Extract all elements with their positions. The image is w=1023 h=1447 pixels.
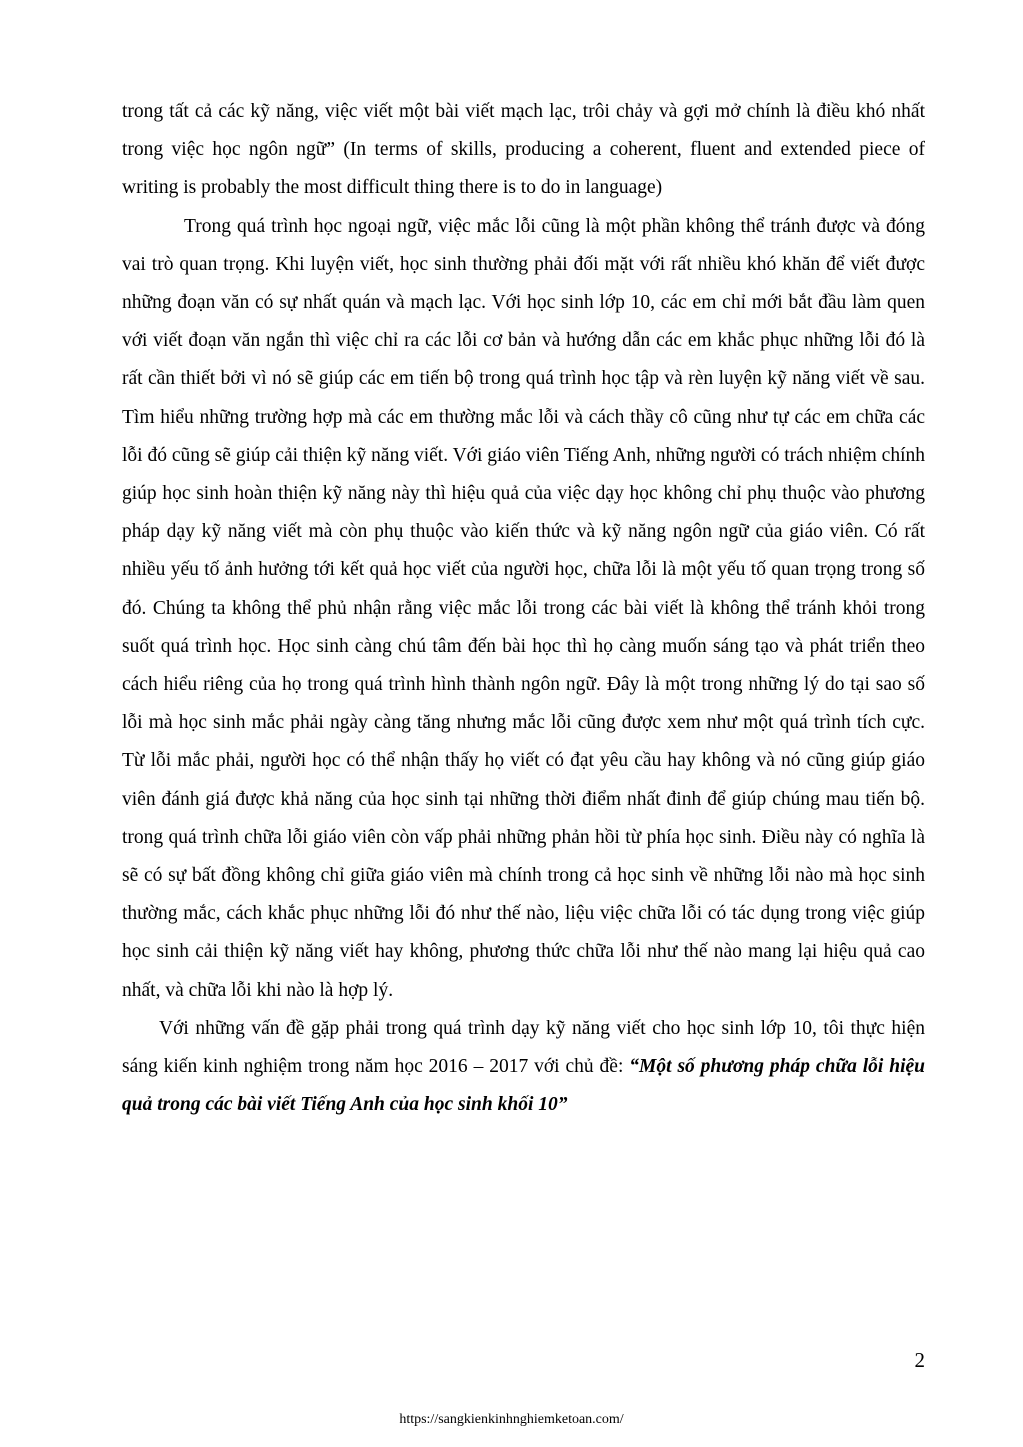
paragraph-initiative-topic — [122, 1010, 925, 1125]
page-number: 2 — [914, 1348, 925, 1372]
document-body — [122, 93, 925, 1124]
paragraph-quote-continuation: trong tất cả các kỹ năng, việc viết một bài viết mạch lạc, trôi chảy và gợi mở chính là điều khó nhất trong việc học ngôn ngữ” (In terms of skills, producing a coherent, fluent and extended piece of writing is probably the most difficult thing there is to do in language) — [122, 101, 925, 199]
paragraph-intro-text: Với những vấn đề gặp phải trong quá trình dạy kỹ năng viết cho học sinh lớp 10, tôi thực hiện sáng kiến kinh nghiệm trong năm học 2016 – 2017 với chủ đề: — [122, 1017, 925, 1078]
topic-title: “Một số phương pháp chữa lỗi hiệu quả trong các bài viết Tiếng Anh của học sinh khối 10” — [122, 1056, 925, 1116]
footer-url: https://sangkienkinhnghiemketoan.com/ — [399, 1412, 624, 1427]
paragraph-error-correction: Trong quá trình học ngoại ngữ, việc mắc lỗi cũng là một phần không thể tránh được và đóng vai trò quan trọng. Khi luyện viết, học sinh thường phải đối mặt với rất nhiều khó khăn để viết được những đoạn văn có sự nhất quán và mạch lạc. Với học sinh lớp 10, các em chỉ mới bắt đầu làm quen với viết đoạn văn ngắn thì việc chỉ ra các lỗi cơ bản và hướng dẫn các em khắc phục những lỗi đó là rất cần thiết bởi vì nó sẽ giúp các em tiến bộ trong quá trình học tập và rèn luyện kỹ năng viết về sau. Tìm hiểu những trường hợp mà các em thường mắc lỗi và cách thầy cô cũng như tự các em chữa các lỗi đó cũng sẽ giúp cải thiện kỹ năng viết. Với giáo viên Tiếng Anh, những người có trách nhiệm chính giúp học sinh hoàn thiện kỹ năng này thì hiệu quả của việc dạy học không chỉ phụ thuộc vào phương pháp dạy kỹ năng viết mà còn phụ thuộc vào kiến thức và kỹ năng ngôn ngữ của giáo viên. Có rất nhiều yếu tố ảnh hưởng tới kết quả học viết của người học, chữa lỗi là một yếu tố quan trọng trong số đó. Chúng ta không thể phủ nhận rằng việc mắc lỗi trong các bài viết là không thể tránh khỏi trong suốt quá trình học. Học sinh càng chú tâm đến bài học thì họ càng muốn sáng tạo và phát triển theo cách hiểu riêng của họ trong quá trình hình thành ngôn ngữ. Đây là một trong những lý do tại sao số lỗi mà học sinh mắc phải ngày càng tăng nhưng mắc lỗi cũng được xem như một quá trình tích cực. Từ lỗi mắc phải, người học có thể nhận thấy họ viết có đạt yêu cầu hay không và nó cũng giúp giáo viên đánh giá được khả năng của học sinh tại những thời điểm nhất đinh để giúp chúng mau tiến bộ. trong quá trình chữa lỗi giáo viên còn vấp phải những phản hồi từ phía học sinh. Điều này có nghĩa là sẽ có sự bất đồng không chỉ giữa giáo viên mà chính trong cả học sinh về những lỗi nào mà học sinh thường mắc, cách khắc phục những lỗi đó như thế nào, liệu việc chữa lỗi có tác dụng trong việc giúp học sinh cải thiện kỹ năng viết hay không, phương thức chữa lỗi như thế nào mang lại hiệu quả cao nhất, và chữa lỗi khi nào là hợp lý. — [122, 215, 925, 1001]
